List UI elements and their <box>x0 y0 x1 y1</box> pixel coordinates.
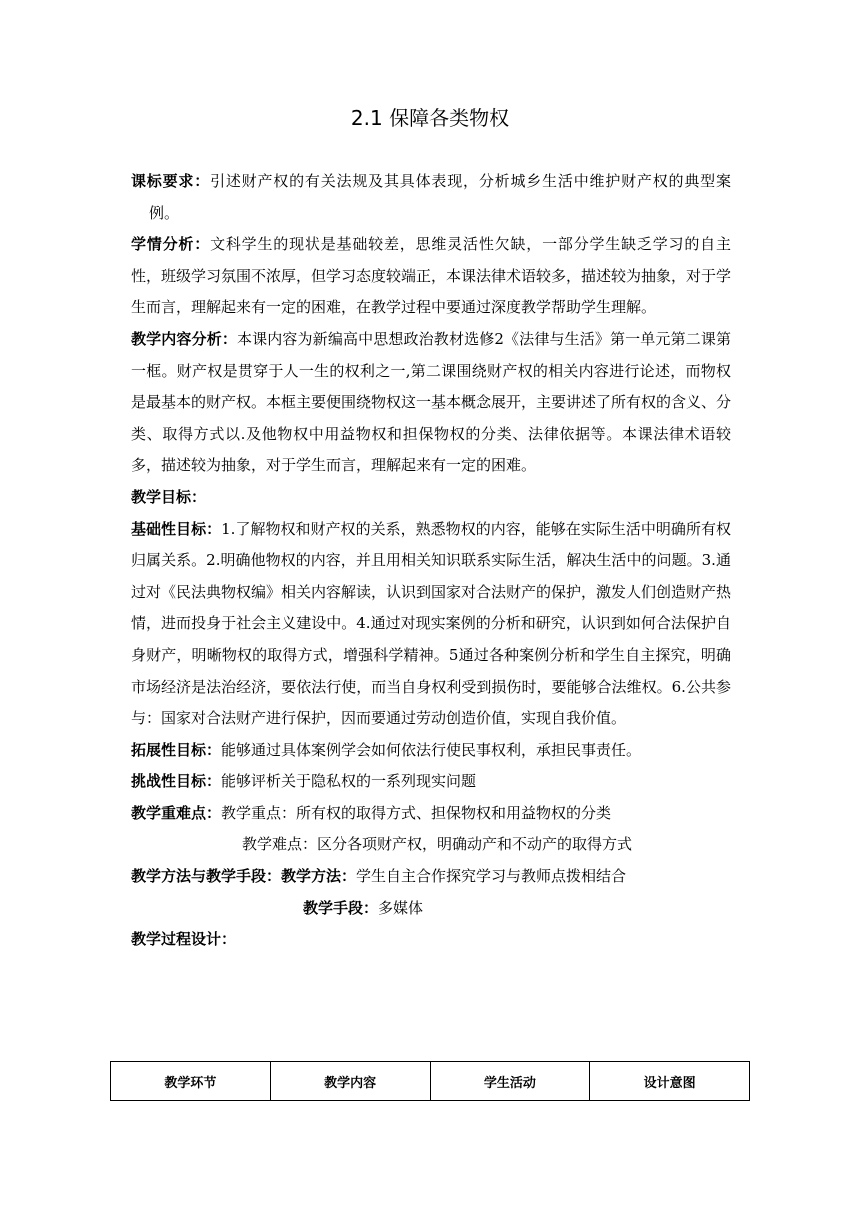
standard-label: 课标要求： <box>131 172 211 190</box>
challenge-goal-paragraph <box>131 766 731 798</box>
methods-method-text: 学生自主合作探究学习与教师点拨相结合 <box>356 867 627 886</box>
methods-means-line <box>131 893 731 925</box>
students-text: 文科学生的现状是基础较差，思维灵活性欠缺，一部分学生缺乏学习的自主性，班级学习氛围不浓厚，但学习态度较端正，本课法律术语较多，描述较为抽象，对于学生而言，理解起来有一定的困难，在教学过程中要通过深度教学帮助学生理解。 <box>131 235 732 317</box>
content-analysis-paragraph <box>131 324 731 482</box>
objectives-heading: 教学目标： <box>131 487 207 506</box>
standard-text: 引述财产权的有关法规及其具体表现，分析城乡生活中维护财产权的典型案例。 <box>149 172 731 222</box>
document-body <box>131 166 731 956</box>
students-label: 学情分析： <box>131 235 211 254</box>
table-header-cell: 教学环节 <box>111 1062 271 1101</box>
process-heading: 教学过程设计： <box>131 930 237 949</box>
table-header-row <box>111 1062 750 1101</box>
challenge-goal-label: 挑战性目标： <box>131 772 222 791</box>
methods-method-label: 教学方法： <box>281 867 357 886</box>
basic-goal-label: 基础性目标： <box>131 519 222 538</box>
challenge-goal-text: 能够评析关于隐私权的一系列现实问题 <box>221 772 477 791</box>
basic-goal-text: 1.了解物权和财产权的关系，熟悉物权的内容，能够在实际生活中明确所有权归属关系。2.明确他物权的内容，并且用相关知识联系实际生活，解决生活中的问题。3.通过对《民法典物权编》相关内容解读，认识到国家对合法财产的保护，激发人们创造财产热情，进而投身于社会主义建设中。4.通过对现实案例的分析和研究，认识到如何合法保护自身财产，明晰物权的取得方式，增强科学精神。5通过各种案例分析和学生自主探究，明确市场经济是法治经济，要依法行使，而当自身权利受到损伤时，要能够合法维权。6.公共参与：国家对合法财产进行保护，因而要通过劳动创造价值，实现自我价值。 <box>131 519 732 728</box>
methods-means-text: 多媒体 <box>378 898 424 917</box>
page-title: 2.1 保障各类物权 <box>350 106 510 130</box>
table-header-cell: 学生活动 <box>430 1062 590 1101</box>
process-table <box>110 1061 750 1101</box>
extended-goal-paragraph <box>131 735 731 767</box>
key-points-key: 教学重点：所有权的取得方式、担保物权和用益物权的分类 <box>221 803 612 822</box>
standard-paragraph <box>131 166 731 229</box>
extended-goal-text: 能够通过具体案例学会如何依法行使民事权利，承担民事责任。 <box>221 740 642 759</box>
table-header-cell: 教学内容 <box>270 1062 430 1101</box>
methods-paragraph <box>131 861 731 893</box>
key-points-difficulty: 教学难点：区分各项财产权，明确动产和不动产的取得方式 <box>242 835 633 854</box>
key-points-label: 教学重难点： <box>131 803 222 822</box>
methods-label: 教学方法与教学手段： <box>131 867 282 886</box>
content-analysis-text: 本课内容为新编高中思想政治教材选修2《法律与生活》第一单元第二课第一框。财产权是贯穿于人一生的权利之一,第二课围绕财产权的相关内容进行论述，而物权是最基本的财产权。本框主要便围绕物权这一基本概念展开，主要讲述了所有权的含义、分类、取得方式以.及他物权中用益物权和担保物权的分类、法律依据等。本课法律术语较多，描述较为抽象，对于学生而言，理解起来有一定的困难。 <box>131 329 732 475</box>
basic-goal-paragraph <box>131 514 731 735</box>
extended-goal-label: 拓展性目标： <box>131 740 222 759</box>
students-paragraph <box>131 229 731 324</box>
methods-means-label: 教学手段： <box>303 898 379 917</box>
content-analysis-label: 教学内容分析： <box>131 329 237 348</box>
key-points-paragraph <box>131 798 731 830</box>
table-header-cell: 设计意图 <box>590 1062 750 1101</box>
